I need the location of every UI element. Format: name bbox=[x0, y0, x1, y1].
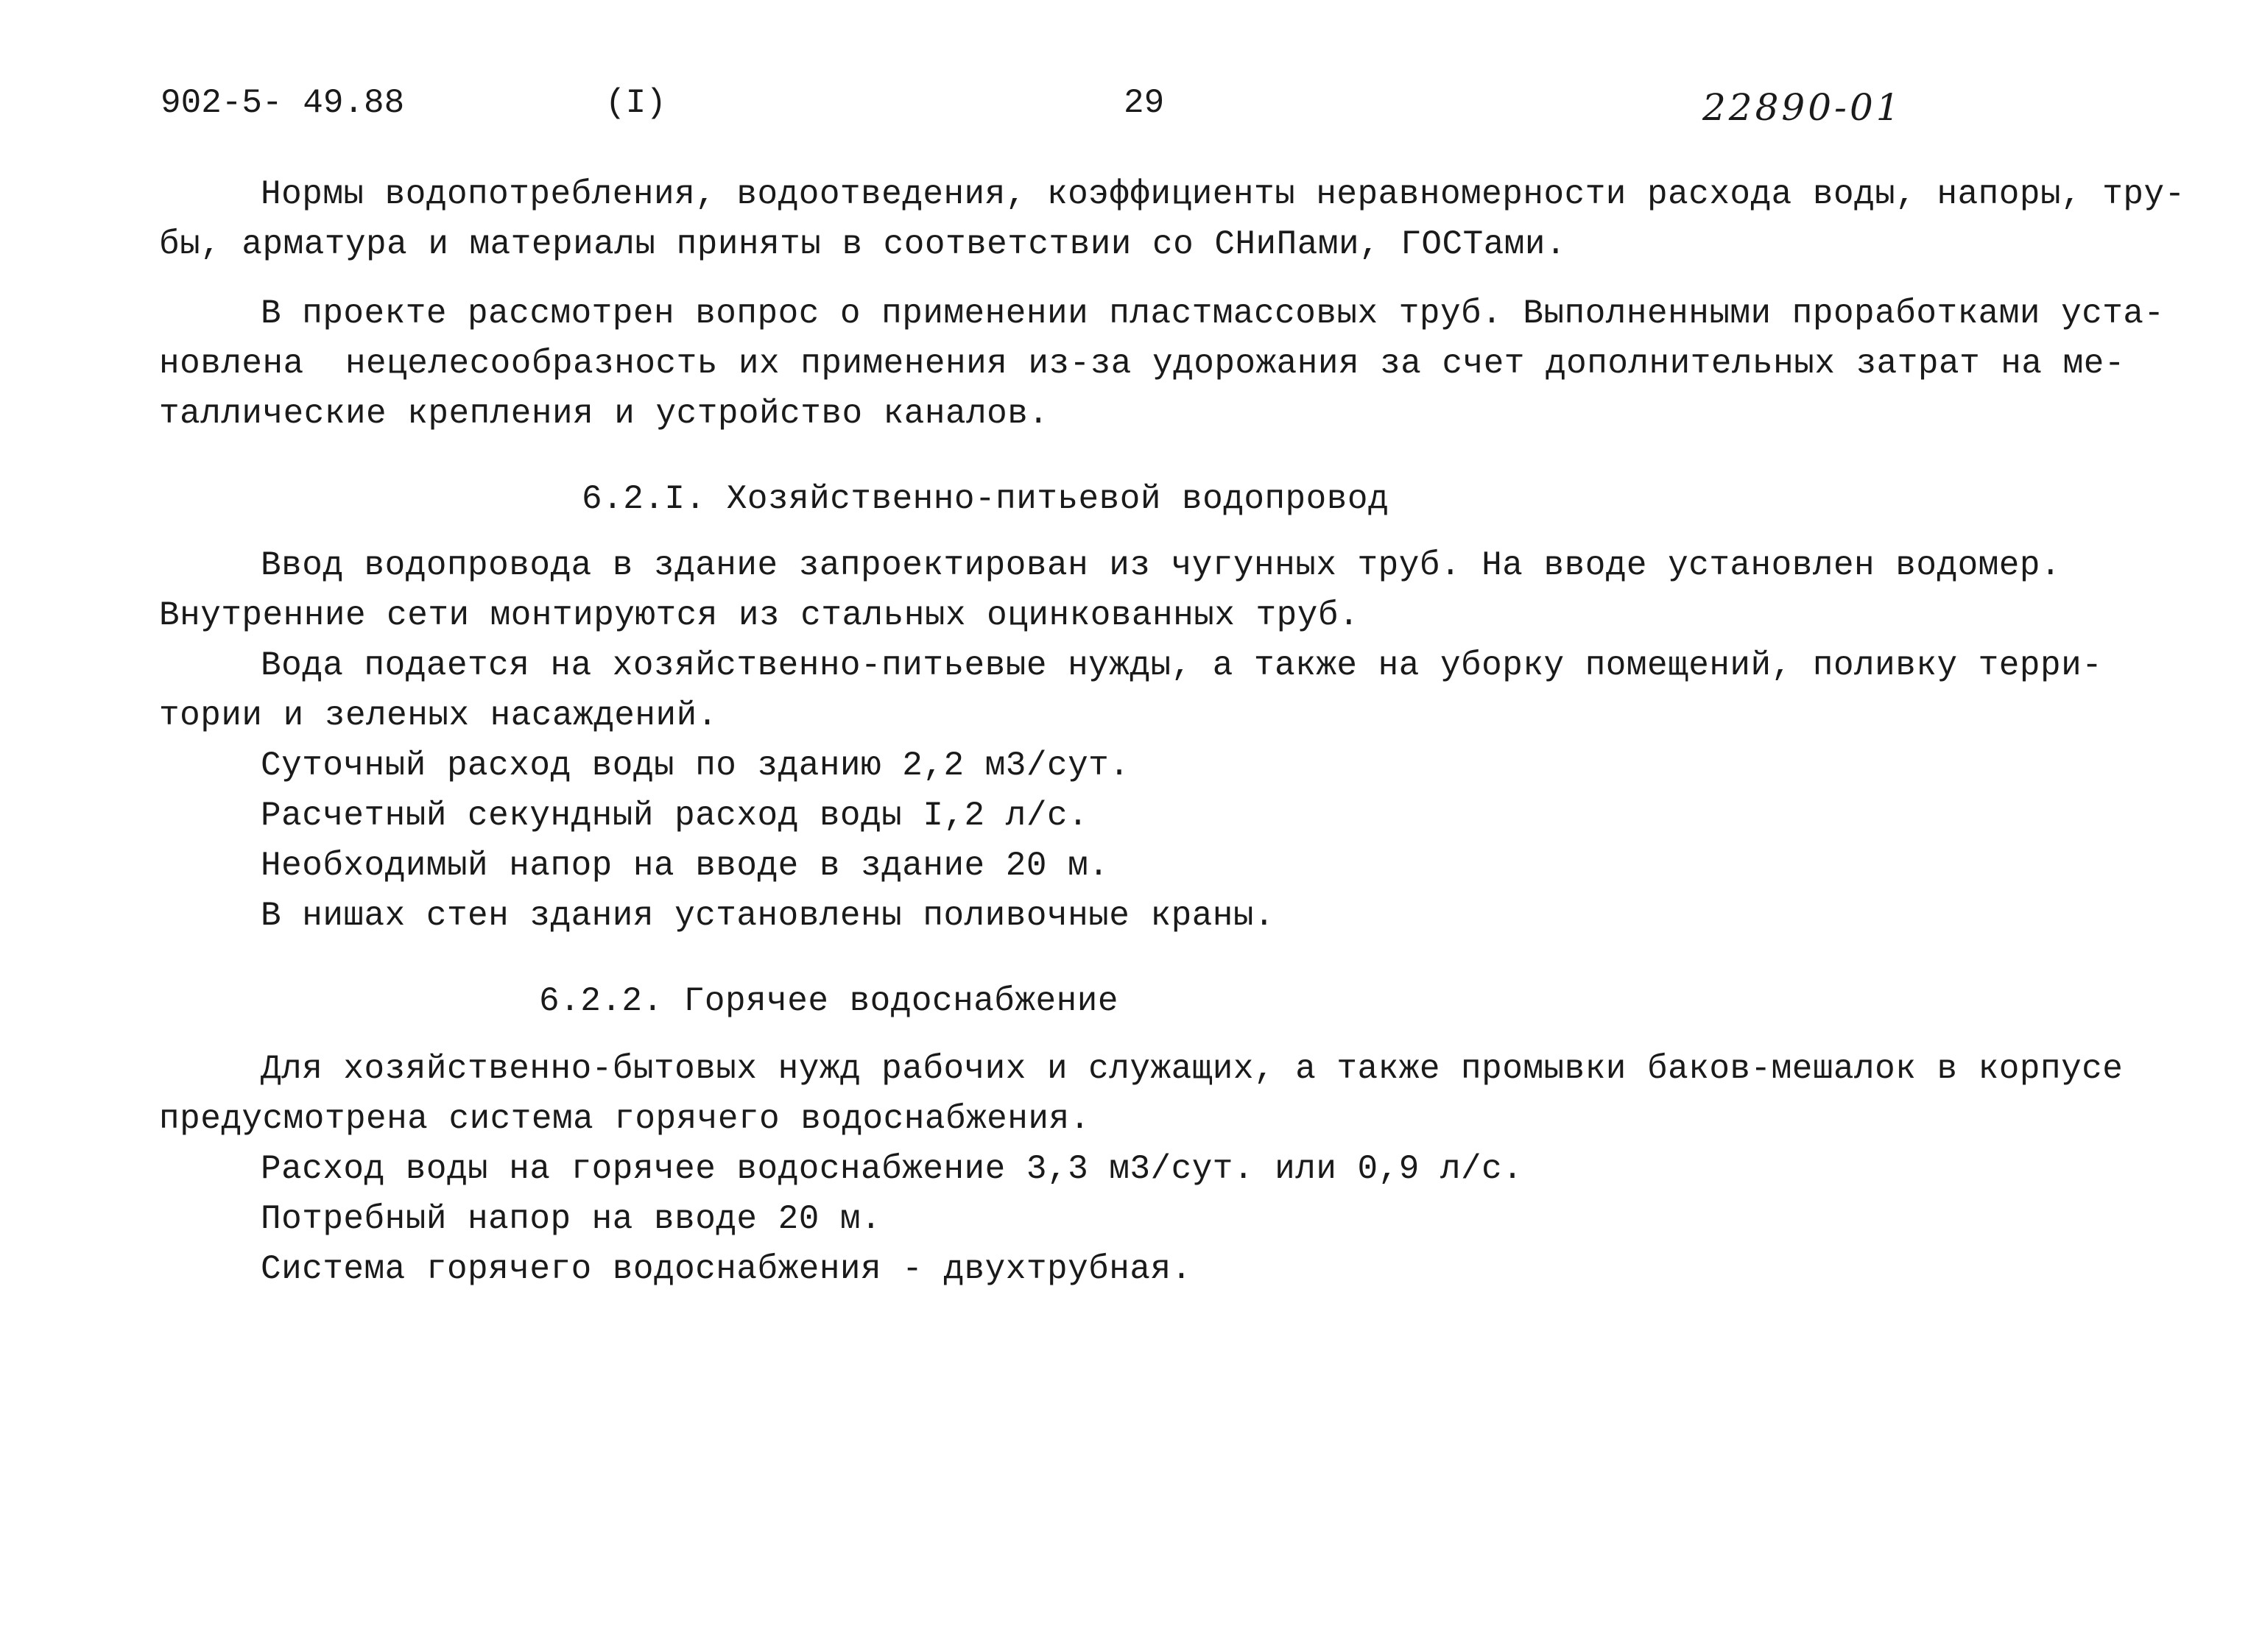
section-1-p1-line-1: Ввод водопровода в здание запроектирован из чугунных труб. На вводе установлен водомер. bbox=[261, 546, 2062, 585]
section-1-hose-taps: В нишах стен здания установлены поливочные краны. bbox=[261, 897, 1275, 935]
section-2-required-head: Потребный напор на вводе 20 м. bbox=[261, 1200, 882, 1238]
doc-code: 902-5- 49.88 bbox=[161, 84, 405, 122]
volume-number: (I) bbox=[605, 84, 666, 122]
intro-p2-line-2: новлена нецелесообразность их применения из-за удорожания за счет дополнительных затрат на ме- bbox=[159, 345, 2125, 383]
intro-p1-line-1: Нормы водопотребления, водоотведения, коэффициенты неравномерности расхода воды, напоры, тру- bbox=[261, 175, 2185, 213]
intro-p2-line-3: таллические крепления и устройство каналов. bbox=[159, 395, 1049, 433]
inventory-number-handwritten: 22890-01 bbox=[1702, 86, 1903, 129]
intro-p1-line-2: бы, арматура и материалы приняты в соответствии со СНиПами, ГОСТами. bbox=[159, 225, 1567, 264]
section-1-design-flow: Расчетный секундный расход воды I,2 л/с. bbox=[261, 797, 1089, 835]
section-1-p2-line-1: Вода подается на хозяйственно-питьевые нужды, а также на уборку помещений, поливку терри- bbox=[261, 646, 2103, 685]
section-2-title: 6.2.2. Горячее водоснабжение bbox=[539, 982, 1118, 1020]
section-1-required-head: Необходимый напор на вводе в здание 20 м. bbox=[261, 847, 1110, 885]
section-1-daily-flow: Суточный расход воды по зданию 2,2 м3/сут. bbox=[261, 746, 1130, 785]
intro-p2-line-1: В проекте рассмотрен вопрос о применении пластмассовых труб. Выполненными проработками уста- bbox=[261, 294, 2165, 333]
section-1-p2-line-2: тории и зеленых насаждений. bbox=[159, 696, 718, 735]
page-number: 29 bbox=[1124, 84, 1165, 122]
section-2-p1-line-1: Для хозяйственно-бытовых нужд рабочих и служащих, а также промывки баков-мешалок в корпусе bbox=[261, 1050, 2124, 1088]
section-2-p1-line-2: предусмотрена система горячего водоснабжения. bbox=[159, 1100, 1091, 1138]
section-2-system-type: Система горячего водоснабжения - двухтрубная. bbox=[261, 1250, 1192, 1288]
section-1-p1-line-2: Внутренние сети монтируются из стальных оцинкованных труб. bbox=[159, 596, 1360, 635]
section-2-hot-flow: Расход воды на горячее водоснабжение 3,3 м3/сут. или 0,9 л/с. bbox=[261, 1150, 1523, 1188]
section-1-title: 6.2.I. Хозяйственно-питьевой водопровод bbox=[582, 480, 1389, 518]
